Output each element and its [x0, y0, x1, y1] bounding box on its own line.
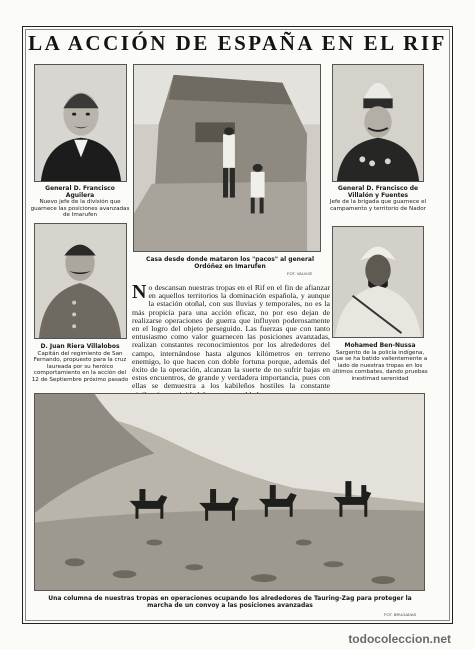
caption-aguilera-name: General D. Francisco Aguilera — [45, 185, 115, 199]
caption-nussa-name: Mohamed Ben-Nussa — [344, 342, 416, 349]
page-title: LA ACCIÓN DE ESPAÑA EN EL RIF — [28, 31, 447, 55]
photo-riera — [34, 223, 127, 339]
caption-house-credit: FOT. VALVIJE — [287, 271, 313, 276]
caption-riera-desc: Capitán del regimiento de San Fernando, propuesto para la cruz laureada por su heróico comportamiento en la acción del 12 de Septiembre próximo pasado — [31, 350, 129, 383]
caption-riera — [30, 344, 130, 384]
caption-house — [140, 257, 320, 270]
caption-aguilera — [30, 186, 130, 219]
caption-aguilera-desc: Nuevo jefe de la división que guarnece las posiciones avanzadas de Imarufen — [30, 199, 130, 219]
caption-riera-name: D. Juan Riera Villalobos — [40, 343, 120, 350]
article-text — [132, 281, 330, 399]
photo-column — [34, 393, 425, 591]
caption-column — [36, 595, 424, 610]
caption-nussa-desc: Sargento de la policía indígena, que se ha batido valientemente a lado de nuestras tropas en los últimos combates, dando pruebas inestimad serenidad — [332, 349, 428, 382]
caption-column-text: Una columna de nuestras tropas en operaciones ocupando los alrededores de Tauring-Zag para proteger la marcha de un convoy a las posiciones avanzadas — [48, 595, 412, 610]
photo-villalon — [332, 64, 424, 182]
caption-villalon-name: General D. Francisco de Villalón y Fuentes — [337, 185, 419, 199]
photo-house — [133, 64, 321, 252]
article-body: o descansan nuestras tropas en el Rif en el fin de afianzar en aquellos territorios la dominación española, y aunque la estación otoñal, con sus lluvias y temporales, no es la más propicia para una acción eficaz, no por eso dejan de realizarse operaciones de guerra que influyen poderosamente en el logro del objeto perseguido. Las fuerzas que con tanto entusiasmo como valor guarnecen las posiciones avanzadas, realizan constantes reconocimientos por los alrededores del campo, internándose hasta algunos kilómetros en terreno enemigo, lo que hacen con doble fortuna porque, además del éxito de la operación, alcanzan la suerte de no sufrir bajas en estos encuentros, de grande y verdadera importancia, pues con ellas se demuestra a los kabileños hostiles la constante — [132, 283, 330, 391]
caption-column-credit: FOT. BRUGADAS — [384, 612, 417, 617]
photo-nussa — [332, 226, 424, 338]
article-dropcap: N — [132, 281, 147, 303]
watermark: todocoleccion.net — [348, 632, 451, 646]
photo-aguilera — [34, 64, 127, 182]
caption-villalon — [328, 186, 428, 212]
caption-nussa — [332, 343, 428, 383]
caption-villalon-desc: Jefe de la brigada que guarnece el campamento y territorio de Nador — [329, 199, 427, 212]
caption-house-text: Casa desde donde mataron los "pacos" al general Ordóñez en Imarufen — [145, 256, 315, 270]
